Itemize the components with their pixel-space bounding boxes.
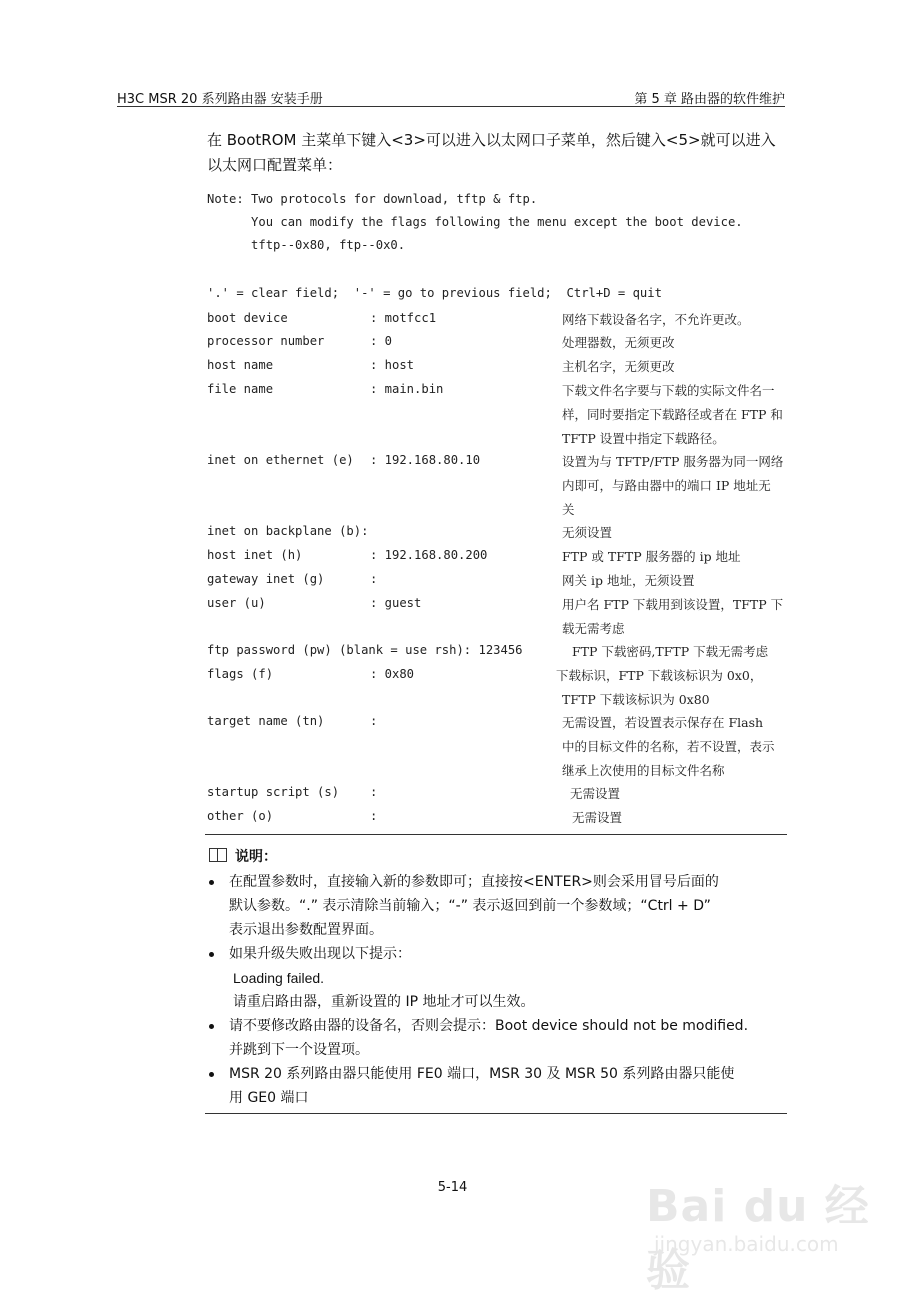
row-value-other: : xyxy=(370,809,378,823)
row-value-file-name: : main.bin xyxy=(370,382,444,396)
row-value-target-name: : xyxy=(370,714,378,728)
row-desc-inet-ethernet-3: 关 xyxy=(562,502,575,517)
row-desc-target-name-2: 中的目标文件的名称，若不设置，表示 xyxy=(562,739,775,754)
row-desc-inet-ethernet-2: 内即可，与路由器中的端口 IP 地址无 xyxy=(562,478,771,493)
bullet-2-line-1: 如果升级失败出现以下提示： xyxy=(229,946,411,962)
row-label-host-inet: host inet (h) xyxy=(207,548,303,562)
bullet-3-line-2: 并跳到下一个设置项。 xyxy=(229,1042,369,1058)
row-label-processor-number: processor number xyxy=(207,334,325,348)
row-value-processor-number: : 0 xyxy=(370,334,393,348)
row-desc-host-inet: FTP 或 TFTP 服务器的 ip 地址 xyxy=(562,549,741,564)
list-item xyxy=(207,870,787,942)
row-label-user: user (u) xyxy=(207,596,266,610)
watermark xyxy=(640,1160,870,1296)
row-desc-flags-2: TFTP 下载该标识为 0x80 xyxy=(562,692,710,707)
row-value-inet-ethernet: : 192.168.80.10 xyxy=(370,453,481,467)
note-line-1: Note: Two protocols for download, tftp & ftp. xyxy=(207,192,538,206)
header-chapter-title: 第 5 章 路由器的软件维护 xyxy=(634,92,785,107)
row-value-flags: : 0x80 xyxy=(370,667,415,681)
row-desc-boot-device: 网络下载设备名字，不允许更改。 xyxy=(562,312,750,327)
page-number: 5-14 xyxy=(437,1180,468,1195)
list-item xyxy=(207,1014,787,1062)
watermark-brand: Bai du 经验 xyxy=(646,1181,870,1296)
list-item xyxy=(207,1062,787,1110)
note-heading xyxy=(209,846,277,866)
bullet-4-line-2: 用 GE0 端口 xyxy=(229,1090,309,1106)
divider-top xyxy=(205,834,787,835)
row-value-startup-script: : xyxy=(370,785,378,799)
header-manual-title: H3C MSR 20 系列路由器 安装手册 xyxy=(117,92,323,107)
intro-line-2: 以太网口配置菜单： xyxy=(207,156,343,174)
bullet-2-line-3: 请重启路由器，重新设置的 IP 地址才可以生效。 xyxy=(233,994,535,1010)
row-label-flags: flags (f) xyxy=(207,667,274,681)
row-value-host-name: : host xyxy=(370,358,415,372)
clear-field-line: '.' = clear field; '-' = go to previous field; Ctrl+D = quit xyxy=(207,286,662,300)
bullet-1-line-1: 在配置参数时，直接输入新的参数即可；直接按<ENTER>则会采用冒号后面的 xyxy=(229,874,719,890)
row-value-user: : guest xyxy=(370,596,422,610)
page-header xyxy=(117,86,785,107)
row-label-host-name: host name xyxy=(207,358,274,372)
row-label-startup-script: startup script (s) xyxy=(207,785,340,799)
bullet-1-line-3: 表示退出参数配置界面。 xyxy=(229,922,383,938)
row-desc-user-2: 载无需考虑 xyxy=(562,621,625,636)
bullet-2-line-2: Loading failed. xyxy=(233,970,325,986)
row-desc-gateway-inet: 网关 ip 地址，无须设置 xyxy=(562,573,695,588)
row-label-gateway-inet: gateway inet (g) xyxy=(207,572,325,586)
row-desc-inet-backplane: 无须设置 xyxy=(562,525,613,540)
row-desc-processor-number: 处理器数，无须更改 xyxy=(562,335,675,350)
row-desc-target-name-1: 无需设置，若设置表示保存在 Flash xyxy=(562,715,764,730)
row-value-gateway-inet: : xyxy=(370,572,378,586)
note-title: 说明： xyxy=(235,849,277,865)
list-item xyxy=(207,942,787,1014)
row-desc-ftp-password: FTP 下载密码,TFTP 下载无需考虑 xyxy=(572,644,769,659)
note-bullet-list xyxy=(207,870,787,1110)
note-line-2: You can modify the flags following the menu except the boot device. xyxy=(207,215,743,229)
watermark-site: jingyan.baidu.com xyxy=(654,1232,839,1256)
bullet-3-line-1: 请不要修改路由器的设备名，否则会提示：Boot device should not be modified. xyxy=(229,1018,749,1034)
bullet-1-line-2: 默认参数。“.” 表示清除当前输入；“-” 表示返回到前一个参数域；“Ctrl + D” xyxy=(229,898,711,914)
row-desc-startup-script: 无需设置 xyxy=(570,786,621,801)
row-label-boot-device: boot device xyxy=(207,311,288,325)
row-label-inet-backplane: inet on backplane (b): xyxy=(207,524,369,538)
row-value-host-inet: : 192.168.80.200 xyxy=(370,548,488,562)
intro-paragraph xyxy=(207,128,787,178)
row-desc-file-name-3: TFTP 设置中指定下载路径。 xyxy=(562,431,725,446)
row-label-target-name: target name (tn) xyxy=(207,714,325,728)
row-desc-file-name-2: 样，同时要指定下载路径或者在 FTP 和 xyxy=(562,407,783,422)
row-value-boot-device: : motfcc1 xyxy=(370,311,437,325)
bullet-4-line-1: MSR 20 系列路由器只能使用 FE0 端口，MSR 30 及 MSR 50 系列路由器只能使 xyxy=(229,1066,735,1082)
row-desc-inet-ethernet-1: 设置为与 TFTP/FTP 服务器为同一网络 xyxy=(562,454,784,469)
row-desc-other: 无需设置 xyxy=(572,810,623,825)
row-label-file-name: file name xyxy=(207,382,274,396)
row-label-ftp-password: ftp password (pw) (blank = use rsh): 123456 xyxy=(207,643,523,657)
book-icon xyxy=(209,848,227,862)
row-desc-target-name-3: 继承上次使用的目标文件名称 xyxy=(562,763,725,778)
row-desc-flags-1: 下载标识，FTP 下载该标识为 0x0， xyxy=(556,668,763,683)
row-label-inet-ethernet: inet on ethernet (e) xyxy=(207,453,354,467)
row-desc-host-name: 主机名字，无须更改 xyxy=(562,359,675,374)
row-desc-user-1: 用户名 FTP 下载用到该设置，TFTP 下 xyxy=(562,597,784,612)
row-label-other: other (o) xyxy=(207,809,274,823)
row-desc-file-name-1: 下载文件名字要与下载的实际文件名一 xyxy=(562,383,775,398)
intro-line-1: 在 BootROM 主菜单下键入<3>可以进入以太网口子菜单，然后键入<5>就可以进入 xyxy=(207,131,776,149)
note-line-3: tftp--0x80, ftp--0x0. xyxy=(207,238,406,252)
divider-bottom xyxy=(205,1113,787,1114)
